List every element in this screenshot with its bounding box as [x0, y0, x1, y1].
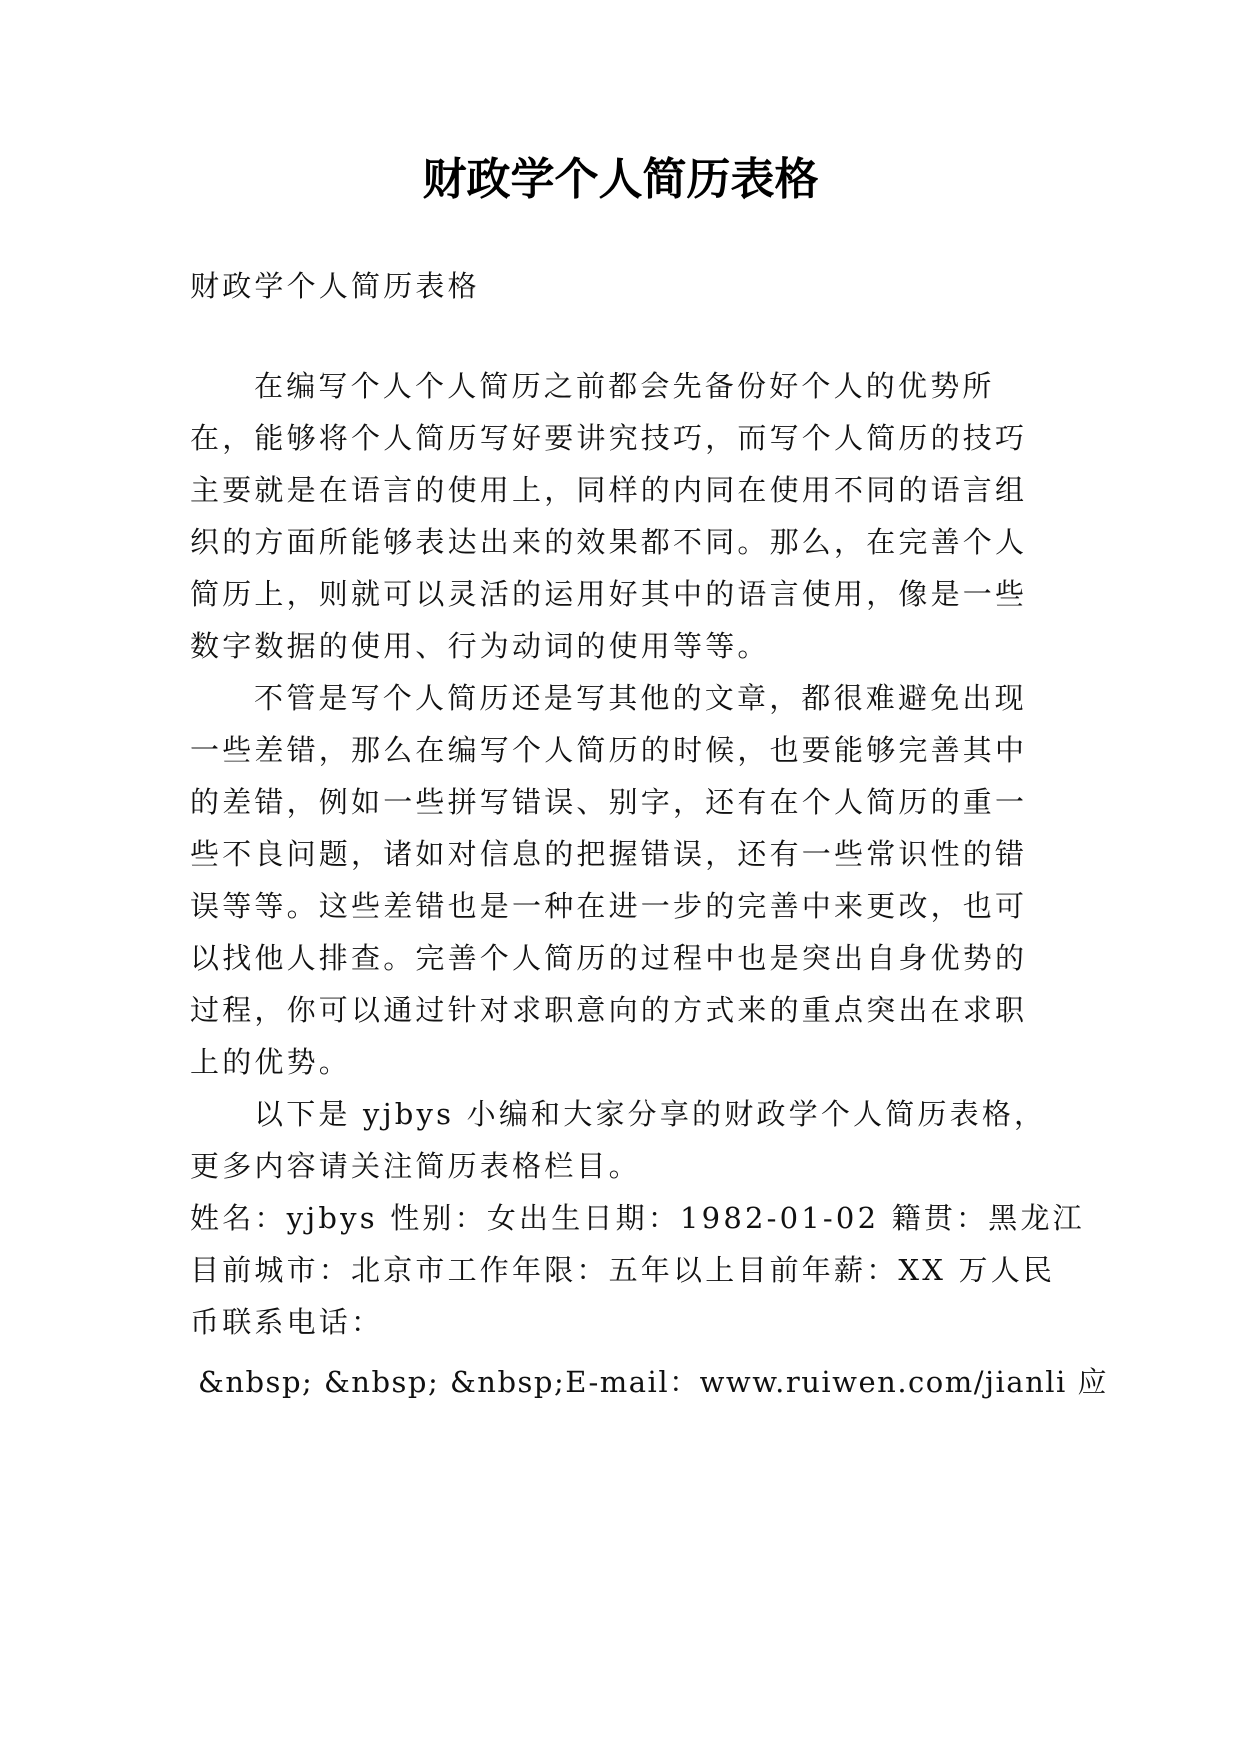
paragraph-line: 些不良问题，诸如对信息的把握错误，还有一些常识性的错 — [190, 837, 1028, 871]
paragraph-line: 过程，你可以通过针对求职意向的方式来的重点突出在求职 — [190, 993, 1028, 1027]
paragraph-line: 的差错，例如一些拼写错误、别字，还有在个人简历的重一 — [190, 785, 1028, 819]
paragraph-line: 误等等。这些差错也是一种在进一步的完善中来更改，也可 — [190, 889, 1028, 923]
paragraph-line: 简历上，则就可以灵活的运用好其中的语言使用，像是一些 — [190, 577, 1028, 611]
info-line: 目前城市：北京市工作年限：五年以上目前年薪：XX 万人民 — [190, 1253, 1056, 1287]
paragraph-line: 一些差错，那么在编写个人简历的时候，也要能够完善其中 — [190, 733, 1028, 767]
paragraph-line: 数字数据的使用、行为动词的使用等等。 — [190, 629, 770, 663]
paragraph-line: 主要就是在语言的使用上，同样的内同在使用不同的语言组 — [190, 473, 1028, 507]
info-line: 币联系电话： — [190, 1305, 384, 1339]
paragraph-line: 上的优势。 — [190, 1045, 352, 1079]
document-title: 财政学个人简历表格 — [422, 154, 819, 205]
paragraph-line: 不管是写个人简历还是写其他的文章，都很难避免出现 — [254, 681, 1027, 715]
paragraph-line: 以找他人排查。完善个人简历的过程中也是突出自身优势的 — [190, 941, 1028, 975]
document-subtitle: 财政学个人简历表格 — [190, 269, 480, 303]
paragraph-line: 织的方面所能够表达出来的效果都不同。那么，在完善个人 — [190, 525, 1028, 559]
paragraph-line: 在，能够将个人简历写好要讲究技巧，而写个人简历的技巧 — [190, 421, 1028, 455]
paragraph-line: 更多内容请关注简历表格栏目。 — [190, 1149, 641, 1183]
paragraph-line: 在编写个人个人简历之前都会先备份好个人的优势所 — [254, 369, 995, 403]
paragraph-line: 以下是 yjbys 小编和大家分享的财政学个人简历表格， — [254, 1097, 1047, 1131]
info-line: 姓名：yjbys 性别：女出生日期：1982-01-02 籍贯：黑龙江 — [190, 1201, 1085, 1235]
info-line: &nbsp; &nbsp; &nbsp;E-mail：www.ruiwen.com/jianli 应 — [198, 1365, 1109, 1399]
